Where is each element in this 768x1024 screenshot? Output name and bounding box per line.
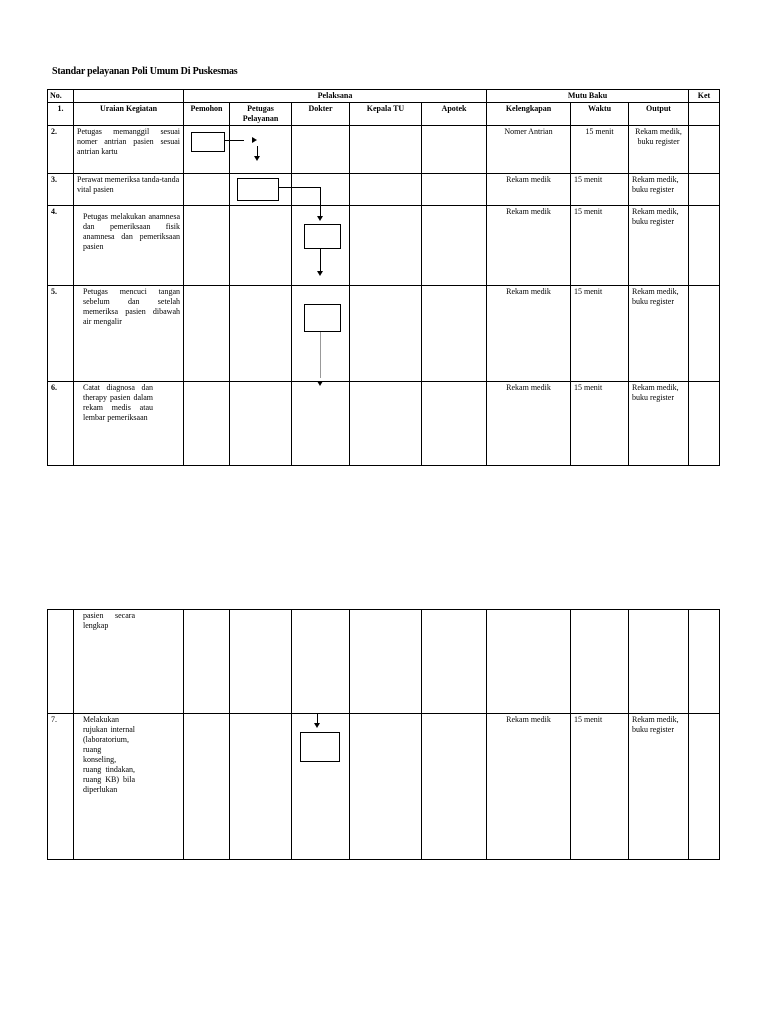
flow-cell-dokter (292, 714, 350, 860)
row-output: Rekam medik, buku register (629, 714, 689, 860)
table-row (48, 714, 720, 860)
row-uraian: Catat diagnosa dan therapy pasien dalam rekam medis atau lembar pemeriksaan (74, 382, 184, 466)
subheader-pemohon: Pemohon (184, 103, 230, 126)
row-number (48, 610, 74, 714)
subheader-ket (689, 103, 720, 126)
flowchart-connector (320, 249, 321, 271)
flowchart-connector (320, 187, 321, 206)
subheader-dokter: Dokter (292, 103, 350, 126)
group-header-row (48, 90, 720, 103)
row-output: Rekam medik, buku register (629, 206, 689, 286)
row-waktu: 15 menit (571, 382, 629, 466)
row-number: 6. (48, 382, 74, 466)
table-row (48, 610, 720, 714)
subheader-kepala-tu: Kepala TU (350, 103, 422, 126)
flow-cell-dokter (292, 382, 350, 466)
flowchart-arrow (317, 271, 323, 276)
sub-header-row (48, 103, 720, 126)
subheader-output: Output (629, 103, 689, 126)
flowchart-process-box (191, 132, 225, 152)
flowchart-arrow (317, 382, 323, 387)
subheader-no: 1. (48, 103, 74, 126)
row-uraian: Petugas mencuci tangan sebelum dan setelah memeriksa pasien dibawah air mengalir (74, 286, 184, 382)
subheader-uraian: Uraian Kegiatan (74, 103, 184, 126)
row-output: Rekam medik, buku register (629, 126, 689, 174)
flowchart-arrow (317, 216, 323, 221)
header-mutu-baku: Mutu Baku (487, 90, 689, 103)
row-uraian: pasien secara lengkap (74, 610, 184, 714)
row-kelengkapan: Rekam medik (487, 382, 571, 466)
flowchart-process-box (300, 732, 340, 762)
row-uraian: Petugas memanggil sesuai nomer antrian pasien sesuai antrian kartu (74, 126, 184, 174)
row-output: Rekam medik, buku register (629, 286, 689, 382)
flow-cell-petugas (230, 126, 292, 174)
row-uraian: Perawat memeriksa tanda-tanda vital pasien (74, 174, 184, 206)
flowchart-process-box (304, 224, 341, 249)
flowchart-process-box (304, 304, 341, 332)
row-number: 3. (48, 174, 74, 206)
table-row (48, 286, 720, 382)
flowchart-process-box (237, 178, 279, 201)
row-output: Rekam medik, buku register (629, 382, 689, 466)
table-row (48, 382, 720, 466)
flowchart-connector (292, 187, 322, 188)
table-row (48, 174, 720, 206)
row-kelengkapan (487, 610, 571, 714)
row-waktu: 15 menit (571, 174, 629, 206)
flowchart-connector (257, 146, 258, 156)
flow-cell-pemohon (184, 126, 230, 174)
header-no: No. (48, 90, 74, 103)
row-kelengkapan: Rekam medik (487, 174, 571, 206)
row-waktu (571, 610, 629, 714)
row-output: Rekam medik, buku register (629, 174, 689, 206)
row-kelengkapan: Rekam medik (487, 714, 571, 860)
row-number: 7. (48, 714, 74, 860)
row-waktu: 15 menit (571, 126, 629, 174)
subheader-waktu: Waktu (571, 103, 629, 126)
flowchart-connector (320, 206, 321, 217)
subheader-kelengkapan: Kelengkapan (487, 103, 571, 126)
row-kelengkapan: Rekam medik (487, 206, 571, 286)
row-number: 2. (48, 126, 74, 174)
document-title: Standar pelayanan Poli Umum Di Puskesmas (52, 66, 238, 77)
row-output (629, 610, 689, 714)
subheader-petugas: Petugas Pelayanan (230, 103, 292, 126)
header-blank (74, 90, 184, 103)
header-pelaksana: Pelaksana (184, 90, 487, 103)
row-waktu: 15 menit (571, 714, 629, 860)
flowchart-connector (230, 140, 245, 141)
flow-cell-dokter (292, 174, 350, 206)
header-ket: Ket (689, 90, 720, 103)
flowchart-arrow (254, 156, 260, 161)
sop-table (47, 89, 720, 466)
row-waktu: 15 menit (571, 206, 629, 286)
row-number: 5. (48, 286, 74, 382)
flowchart-arrow (252, 137, 257, 143)
flow-cell-petugas (230, 174, 292, 206)
subheader-apotek: Apotek (422, 103, 487, 126)
row-uraian: Petugas melakukan anamnesa dan pemeriksaan fisik anamnesa dan pemeriksaan pasien (74, 206, 184, 286)
flow-cell-dokter (292, 206, 350, 286)
row-kelengkapan: Nomer Antrian (487, 126, 571, 174)
flowchart-arrow (314, 723, 320, 728)
flowchart-connector (320, 332, 321, 378)
flowchart-connector (317, 714, 318, 724)
flowchart-connector (279, 187, 292, 188)
row-kelengkapan: Rekam medik (487, 286, 571, 382)
flow-cell-dokter (292, 286, 350, 382)
sop-table-continued (47, 609, 720, 860)
row-uraian: Melakukan rujukan internal (laboratorium, ruang konseling, ruang tindakan, ruang KB) bila diperlukan (74, 714, 184, 860)
row-waktu: 15 menit (571, 286, 629, 382)
row-number: 4. (48, 206, 74, 286)
table-row (48, 126, 720, 174)
table-row (48, 206, 720, 286)
